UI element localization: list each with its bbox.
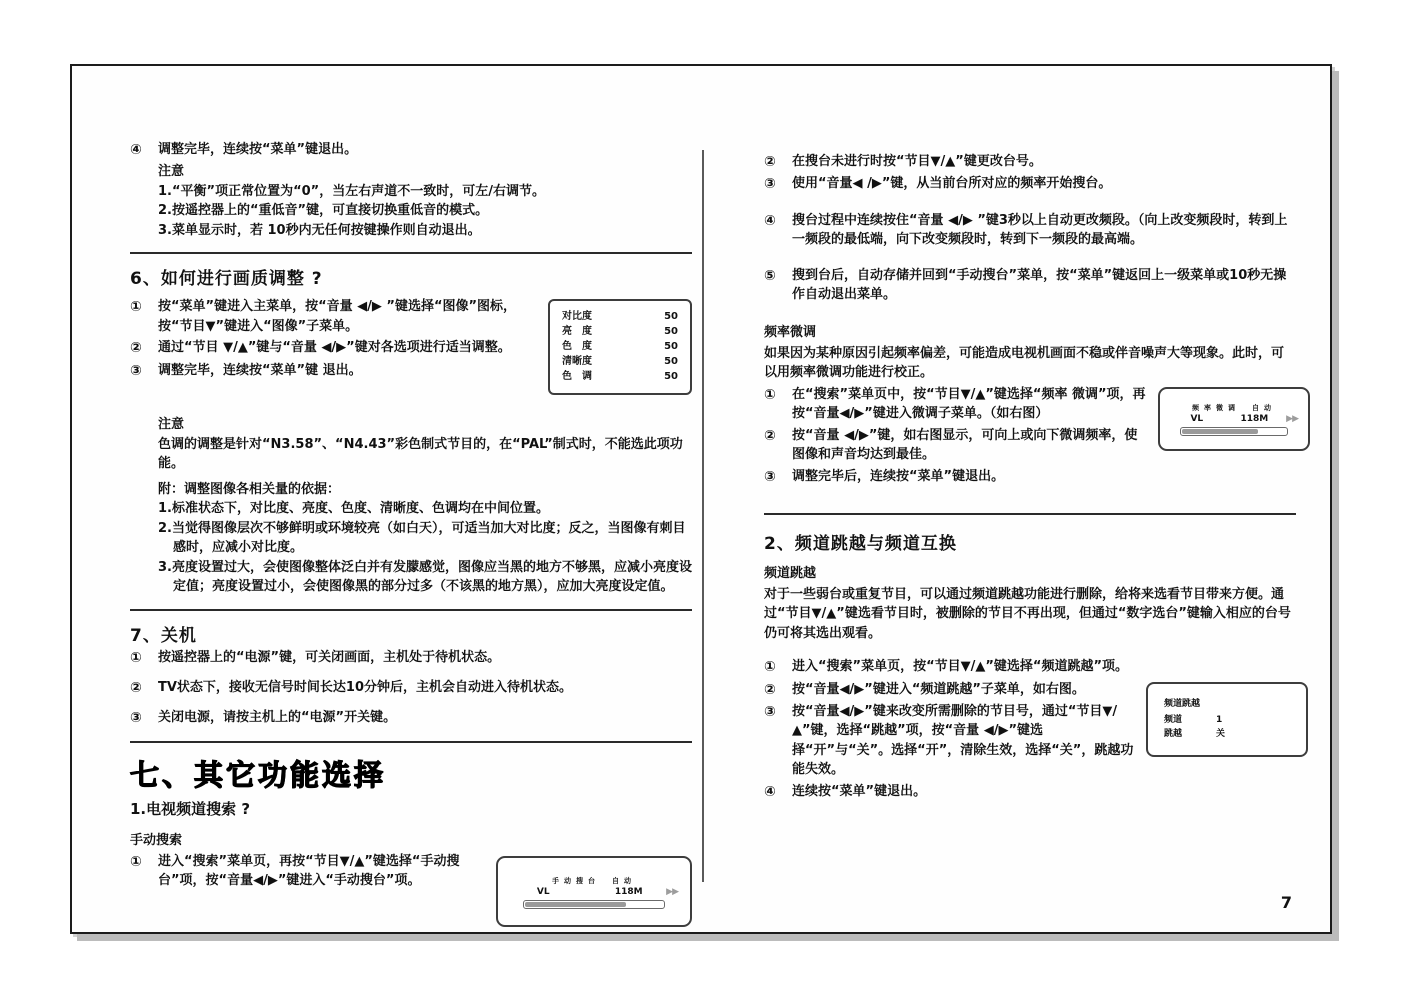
- osd-label: 频道: [1164, 714, 1183, 725]
- list-item: [764, 385, 1146, 424]
- left-column: [130, 138, 692, 935]
- note-text: 色调的调整是针对“N3.58”、“N4.43”彩色制式节目的，在“PAL”制式时，不能选此项功能。: [158, 436, 683, 472]
- finetune-osd: [1158, 387, 1310, 451]
- item-number: ②: [764, 154, 776, 170]
- finetune-intro: 如果因为某种原因引起频率偏差，可能造成电视机画面不稳或伴音噪声大等现象。此时，可以用频率微调功能进行校正。: [764, 345, 1285, 381]
- right-column: [764, 150, 1296, 804]
- section6-body: [130, 297, 692, 403]
- item-text: 在“搜索”菜单页中，按“节目▼/▲”键选择“频率 微调”项，再按“音量◀/▶”键进入微调子菜单。（如右图）: [792, 386, 1146, 422]
- menu-row: [562, 354, 678, 369]
- osd-value: 关: [1216, 729, 1226, 740]
- item-number: ⑤: [764, 267, 776, 284]
- menu-row: [562, 309, 678, 324]
- chapter-title: 七、其它功能选择: [130, 757, 387, 792]
- item-number: ④: [764, 212, 776, 229]
- column-divider: [702, 150, 704, 882]
- item-text: 进入“搜索”菜单页，按“节目▼/▲”键选择“频道跳越”项。: [792, 659, 1129, 675]
- osd-progress-bar: [523, 900, 664, 909]
- item-text: 在搜台未进行时按“节目▼/▲”键更改台号。: [792, 154, 1042, 169]
- menu-label: 对比度: [562, 311, 592, 323]
- section7-title: 7、关机: [130, 625, 197, 646]
- list-item: [764, 211, 1296, 250]
- item-number: ③: [764, 176, 776, 193]
- osd-label: 跳越: [1164, 729, 1183, 740]
- item-text: 通过“节目 ▼/▲”键与“音量 ◀/▶”键对各选项进行适当调整。: [158, 340, 511, 356]
- menu-label: 色 调: [562, 371, 592, 383]
- list-item: [764, 467, 1296, 487]
- menu-value: 50: [664, 341, 678, 353]
- item-number: ①: [130, 299, 142, 316]
- osd-band: VL: [536, 886, 550, 897]
- list-item: [130, 140, 692, 160]
- menu-row: [562, 339, 678, 354]
- item-text: 搜台过程中连续按住“音量 ◀/▶ ”键3秒以上自动更改频段。（向上改变频段时，转到上一频段的最低端，向下改变频段时，转到下一频段的最高端。: [792, 212, 1288, 248]
- item-number: ③: [130, 710, 142, 727]
- osd-progress-fill: [1182, 429, 1258, 434]
- list-item: [764, 426, 1146, 465]
- menu-value: 50: [664, 371, 678, 383]
- osd-progress-fill: [525, 902, 625, 907]
- finetune-label: 频率微调: [764, 324, 817, 340]
- item-text: 按“音量◀/▶”键来改变所需删除的节目号，通过“节目▼/▲”键，选择“跳越”项，按“音量 ◀/▶”键选择“开”与“关”。选择“开”，清除生效，选择“关”，跳越功能失效。: [792, 703, 1134, 778]
- menu-row: [562, 369, 678, 384]
- list-item: [764, 657, 1296, 677]
- item-text: 调整完毕，连续按“菜单”键退出。: [158, 142, 358, 157]
- channel-skip-body: [764, 657, 1296, 804]
- finetune-body: [764, 385, 1296, 489]
- osd-title: 频道跳越: [1164, 698, 1201, 709]
- item-text: 调整完毕，连续按“菜单”键 退出。: [158, 362, 362, 378]
- list-item: [130, 708, 692, 728]
- manual-search-body: [130, 852, 692, 935]
- item-text: TV状态下，接收无信号时间长达10分钟后，主机会自动进入待机状态。: [158, 680, 573, 696]
- channel-skip-label: 频道跳越: [764, 565, 817, 581]
- item-text: 按“音量◀/▶”键进入“频道跳越”子菜单，如右图。: [792, 681, 1085, 697]
- section2-title: 2、频道跳越与频道互换: [764, 533, 957, 554]
- list-item: [130, 338, 534, 358]
- item-text: 按“菜单”键进入主菜单，按“音量 ◀/▶ ”键选择“图像”图标，按“节目▼”键进入“图像”子菜单。: [158, 299, 517, 334]
- fast-forward-icon: ▶▶: [666, 886, 678, 897]
- menu-row: [562, 324, 678, 339]
- fast-forward-icon: ▶▶: [1286, 413, 1298, 424]
- page-number: 7: [1280, 893, 1292, 912]
- item-number: ①: [764, 386, 776, 403]
- item-text: 调整完毕后，连续按“菜单”键退出。: [792, 468, 1005, 484]
- item-number: ①: [130, 853, 142, 870]
- note-label: 注意: [158, 164, 185, 180]
- osd-tiny-text: 手动搜台 自动: [552, 876, 636, 885]
- note-line: 3.菜单显示时，若 10秒内无任何按键操作则自动退出。: [158, 222, 481, 238]
- list-item: [764, 152, 1296, 172]
- note-label: 注意: [158, 417, 185, 433]
- menu-label: 亮 度: [562, 326, 592, 338]
- item-number: ④: [764, 783, 776, 800]
- list-item: [764, 680, 1134, 700]
- osd-frequency: 118M: [614, 886, 643, 897]
- section-divider: [130, 741, 692, 743]
- osd-row: [1164, 713, 1292, 727]
- list-item: [130, 852, 482, 891]
- item-number: ③: [130, 362, 142, 379]
- channel-skip-intro: 对于一些弱台或重复节目，可以通过频道跳越功能进行删除，给将来选看节目带来方便。通过“节目▼/▲”键选看节目时，被删除的节目不再出现，但通过“数字选台”键输入相应的台号仍可将其选出观看。: [764, 586, 1291, 641]
- item-number: ①: [764, 659, 776, 676]
- menu-label: 色 度: [562, 341, 592, 353]
- osd-row: [1164, 727, 1292, 741]
- list-item: [130, 648, 692, 668]
- appendix-line: 1.标准状态下，对比度、亮度、色度、清晰度、色调均在中间位置。: [158, 501, 549, 517]
- section6-title: 6、如何进行画质调整 ?: [130, 269, 323, 290]
- item-text: 连续按“菜单”键退出。: [792, 783, 927, 799]
- item-number: ②: [764, 427, 776, 444]
- menu-value: 50: [664, 311, 678, 323]
- appendix-line: 3.亮度设置过大，会使图像整体泛白并有发朦感觉，图像应当黑的地方不够黑，应减小亮度设定值；亮度设置过小，会使图像黑的部分过多（不该黑的地方黑），应加大亮度设定值。: [158, 559, 692, 595]
- appendix-line: 2.当觉得图像层次不够鲜明或环境较亮（如白天），可适当加大对比度；反之，当图像有刺目感时，应减小对比度。: [158, 520, 686, 556]
- item-number: ①: [130, 649, 142, 666]
- channel-skip-osd: [1146, 682, 1308, 758]
- item-number: ④: [130, 142, 142, 158]
- manual-search-osd: [496, 856, 692, 927]
- list-item: [764, 702, 1134, 780]
- list-item: [130, 297, 534, 336]
- list-item: [130, 361, 534, 381]
- item-text: 按“音量 ◀/▶”键，如右图显示，可向上或向下微调频率，使图像和声音均达到最佳。: [792, 427, 1138, 463]
- item-text: 搜到台后，自动存储并回到“手动搜台”菜单，按“菜单”键返回上一级菜单或10秒无操作自动退出菜单。: [792, 267, 1287, 303]
- list-item: [764, 174, 1296, 194]
- picture-menu-osd: [548, 299, 692, 395]
- list-item: [764, 782, 1296, 802]
- menu-value: 50: [664, 356, 678, 368]
- list-item: [130, 678, 692, 698]
- item-number: ②: [764, 681, 776, 698]
- item-number: ③: [764, 468, 776, 485]
- menu-label: 清晰度: [562, 356, 592, 368]
- osd-frequency: 118M: [1240, 413, 1269, 424]
- appendix-title: 附：调整图像各相关量的依据：: [158, 481, 341, 497]
- manual-search-label: 手动搜索: [130, 832, 183, 848]
- menu-value: 50: [664, 326, 678, 338]
- note-line: 2.按遥控器上的“重低音”键，可直接切换重低音的模式。: [158, 203, 489, 219]
- manual-page: [70, 64, 1332, 934]
- osd-tiny-text: 频率微调 自动: [1192, 403, 1276, 412]
- item-text: 关闭电源，请按主机上的“电源”开关键。: [158, 710, 397, 726]
- osd-band: VL: [1190, 413, 1204, 424]
- item-text: 使用“音量◀ /▶”键，从当前台所对应的频率开始搜台。: [792, 176, 1112, 192]
- item-text: 进入“搜索”菜单页，再按“节目▼/▲”键选择“手动搜台”项，按“音量◀/▶”键进入“手动搜台”项。: [158, 853, 460, 889]
- list-item: [764, 266, 1296, 305]
- chapter-subtitle: 1.电视频道搜索 ?: [130, 799, 251, 818]
- section-divider: [130, 609, 692, 611]
- item-number: ②: [130, 340, 142, 357]
- item-number: ②: [130, 680, 142, 697]
- item-number: ③: [764, 703, 776, 720]
- osd-progress-bar: [1180, 427, 1288, 436]
- section-divider: [130, 252, 692, 254]
- note-line: 1.“平衡”项正常位置为“0”，当左右声道不一致时，可左/右调节。: [158, 183, 545, 199]
- item-text: 按遥控器上的“电源”键，可关闭画面，主机处于待机状态。: [158, 649, 501, 665]
- section-divider: [764, 513, 1296, 515]
- osd-value: 1: [1216, 714, 1223, 725]
